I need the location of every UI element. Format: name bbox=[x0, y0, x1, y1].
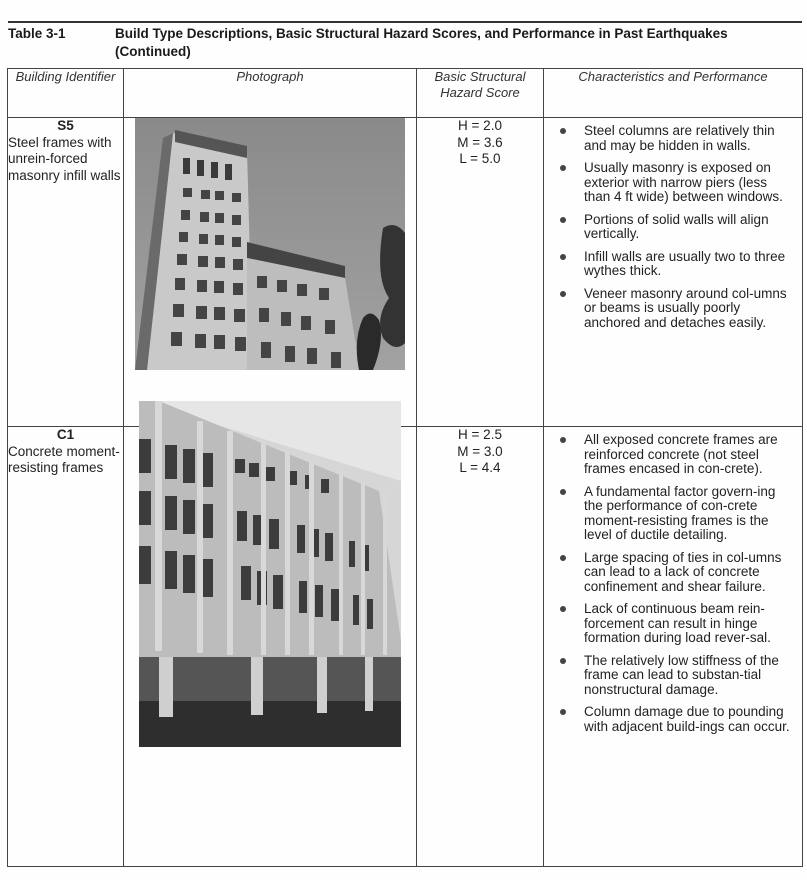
characteristics-cell bbox=[544, 118, 803, 427]
score-low: L = 4.4 bbox=[459, 460, 501, 475]
table-row bbox=[8, 427, 803, 867]
list-item: A fundamental factor govern-ing the performance of con-crete moment-resisting frames is the level of ductile detailing. bbox=[552, 485, 794, 543]
photograph-cell bbox=[124, 118, 417, 427]
header-hazard-score: Basic Structural Hazard Score bbox=[417, 69, 544, 118]
bullet-icon bbox=[560, 709, 566, 715]
bullet-icon bbox=[560, 291, 566, 297]
list-item: Column damage due to pounding with adjacent build-ings can occur. bbox=[552, 705, 794, 734]
tall-masonry-building-photo bbox=[135, 118, 405, 370]
top-rule bbox=[8, 21, 802, 23]
score-moderate: M = 3.0 bbox=[457, 443, 503, 459]
bullet-icon bbox=[560, 437, 566, 443]
list-item: Infill walls are usually two to three wythes thick. bbox=[552, 250, 794, 279]
building-code: S5 bbox=[57, 118, 74, 133]
header-photograph: Photograph bbox=[124, 69, 417, 118]
building-description: Concrete moment-resisting frames bbox=[8, 443, 120, 475]
characteristics-cell bbox=[544, 427, 803, 867]
bullet-icon bbox=[560, 254, 566, 260]
score-high: H = 2.0 bbox=[458, 118, 502, 133]
building-code: C1 bbox=[56, 427, 75, 442]
bullet-icon bbox=[560, 555, 566, 561]
bullet-icon bbox=[560, 606, 566, 612]
hazard-score-cell bbox=[417, 118, 544, 427]
list-item: The relatively low stiffness of the frame can lead to substan-tial nonstructural damage. bbox=[552, 654, 794, 698]
photograph-cell bbox=[124, 427, 417, 867]
table-number: Table 3-1 bbox=[8, 26, 66, 41]
header-building-identifier: Building Identifier bbox=[8, 69, 124, 118]
hazard-score-cell bbox=[417, 427, 544, 867]
building-description: Steel frames with unrein-forced masonry infill walls bbox=[8, 134, 121, 183]
table-row bbox=[8, 118, 803, 427]
list-item: All exposed concrete frames are reinforced concrete (not steel frames encased in con-crete). bbox=[552, 433, 794, 477]
list-item: Veneer masonry around col-umns or beams is usually poorly anchored and detaches easily. bbox=[552, 287, 794, 331]
bullet-icon bbox=[560, 658, 566, 664]
bullet-icon bbox=[560, 489, 566, 495]
building-identifier-cell bbox=[8, 118, 124, 427]
concrete-frame-building-photo bbox=[139, 401, 401, 747]
bullet-icon bbox=[560, 128, 566, 134]
list-item: Steel columns are relatively thin and may be hidden in walls. bbox=[552, 124, 794, 153]
list-item: Usually masonry is exposed on exterior with narrow piers (less than 4 ft wide) between windows. bbox=[552, 161, 794, 205]
building-types-table bbox=[7, 68, 803, 867]
list-item: Large spacing of ties in col-umns can lead to a lack of concrete confinement and shear failure. bbox=[552, 551, 794, 595]
building-identifier-cell bbox=[8, 427, 124, 867]
list-item: Lack of continuous beam rein-forcement can result in hinge formation during load rever-sal. bbox=[552, 602, 794, 646]
score-moderate: M = 3.6 bbox=[457, 134, 503, 150]
table-title: Build Type Descriptions, Basic Structural Hazard Scores, and Performance in Past Earthquakes (Continued) bbox=[115, 26, 728, 59]
header-characteristics: Characteristics and Performance bbox=[544, 69, 803, 118]
score-low: L = 5.0 bbox=[459, 151, 501, 166]
characteristics-list bbox=[544, 427, 802, 742]
score-high: H = 2.5 bbox=[458, 427, 502, 442]
bullet-icon bbox=[560, 217, 566, 223]
bullet-icon bbox=[560, 165, 566, 171]
header-row bbox=[8, 69, 803, 118]
list-item: Portions of solid walls will align vertically. bbox=[552, 213, 794, 242]
characteristics-list bbox=[544, 118, 802, 338]
